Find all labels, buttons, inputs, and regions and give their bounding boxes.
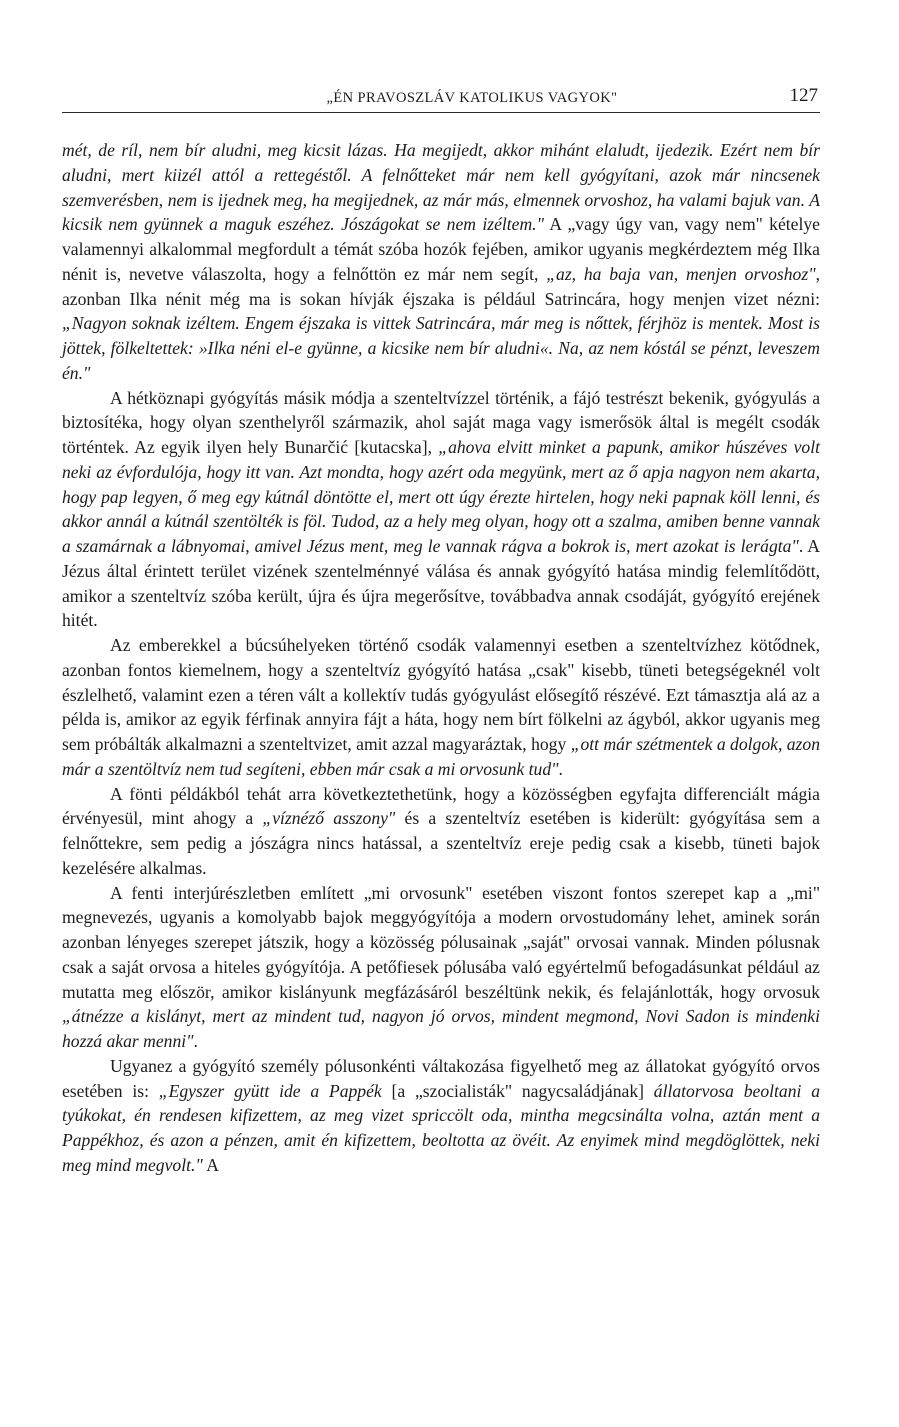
italic-quote-text: „átnézze a kislányt, mert az mindent tud, nagyon jó orvos, mindent megmond, Novi Sadon is mindenki hozzá akar menni" [62,1006,820,1051]
italic-quote-text: „ott már szétmentek a dolgok, azon már a szentöltvíz nem tud segíteni, ebben már csak a mi orvosunk tud" [62,734,820,779]
body-text-run: , azonban Ilka nénit még ma is sokan hívják éjszaka is például Satrincára, hogy menjen vizet nézni: [62,263,820,309]
body-text-run: [a „szocialisták" nagycsaládjának] [381,1080,654,1101]
body-text-run: A hétköznapi gyógyítás másik módja a szenteltvízzel történik, a fájó testrészt bekenik, gyógyulás a biztosítéka, hogy olyan szenthelyről származik, ahol saját maga vagy ismerősök által is megélt csodák történtek. Az egyik ilyen hely Bunarčić [kutacska], [62,387,820,457]
italic-quote-text: „az, ha baja van, menjen orvoshoz" [546,263,816,284]
italic-quote-text: „Nagyon soknak izéltem. Engem éjszaka is vittek Satrincára, már meg is nőttek, férjhöz is mentek. Most is jöttek, fölkeltettek: »Ilka néni el-e gyünne, a kicsike nem bír aludni«. Na, az nem kóstál se pénzt, leveszem én." [62,313,820,383]
body-text-run: Az emberekkel a búcsúhelyeken történő csodák valamennyi esetben a szenteltvízhez kötődnek, azonban fontos kiemelnem, hogy a szenteltvíz gyógyító hatása „csak" kisebb, tüneti betegségeknél volt észlelhető, valamint ezen a téren vált a kollektív tudás gyógyulást elősegítő részévé. Ezt támasztja alá az a példa is, amikor az egyik férfinak annyira fájt a háta, hogy nem bírt fölkelni az ágyból, akkor ugyanis meg sem próbálták alkalmazni a szenteltvizet, amit azzal magyaráztak, hogy [62,635,820,754]
body-text-run: A fenti interjúrészletben említett „mi orvosunk" esetében viszont fontos szerepet kap a „mi" megnevezés, ugyanis a komolyabb bajok meggyógyítója a modern orvostudomány lehet, aminek során azonban lényeges szerepet játszik, hogy a közösség pólusainak „saját" orvosai vannak. Minden pólusnak csak a saját orvosa a hiteles gyógyítója. A petőfiesek pólusába való egyértelmű befogadásunkat például az mutatta meg először, amikor kislányunk megfázásáról beszéltünk nekik, és felajánlották, hogy orvosuk [62,882,820,1002]
italic-quote-text: állatorvosa beoltani a tyúkokat, én rendesen kifizettem, az meg vizet spriccölt oda, mintha megcsinálta volna, aztán ment a Pappékhoz, és azon a pénzen, amit én kifizettem, beoltotta az övéit. Az enyimek mind megdöglöttek, neki meg mind megvolt." [62,1080,820,1175]
body-text-run: A [202,1154,219,1175]
body-text [62,138,820,1178]
body-text-run: és a szenteltvíz esetében is kiderült: gyógyítása sem a felnőttekre, sem pedig a jószágra nincs hatással, a szenteltvíz ereje pedig csak a kisebb, tüneti bajok kezelésére alkalmas. [62,808,820,878]
body-text-run: . [193,1031,198,1051]
body-text-run: A fönti példákból tehát arra következtethetünk, hogy a közösségben egyfajta differenciált mágia érvényesül, mint ahogy a [62,783,820,829]
italic-quote-text: „víznéző asszony" [262,808,396,829]
paragraph [62,1054,820,1178]
running-header [62,84,820,113]
body-text-run: Ugyanez a gyógyító személy pólusonkénti váltakozása figyelhető meg az állatokat gyógyító orvos esetében is: [62,1055,820,1101]
italic-quote-text: „ahova elvitt minket a papunk, amikor húszéves volt neki az évfordulója, hogy itt van. Azt mondta, hogy azért oda megyünk, mert az ő apja nagyon nem akarta, hogy pap legyen, ő meg egy kútnál döntötte el, mert ott úgy érezte hirtelen, hogy neki papnak köll lenni, és akkor annál a kútnál szentölték is föl. Tudod, az a hely meg olyan, hogy ott a szalma, amiben benne vannak a szamárnak a lábnyomai, amivel Jézus ment, meg le vannak rágva a bokrok is, mert azokat is lerágta" [62,437,820,556]
body-text-run: . [558,758,563,779]
body-text-run: . A Jézus által érintett terület vizének szentelménnyé válása és annak gyógyító hatása mindig felemlítődött, amikor a szenteltvíz szóba került, újra és újra megerősítve, továbbadva annak csodáját, gyógyító erejének hitét. [62,536,820,631]
italic-quote-text: mét, de ríl, nem bír aludni, meg kicsit lázas. Ha megijedt, akkor mihánt elaludt, ijedezik. Ezért nem bír aludni, mert kiizél attól a rettegéstől. A felnőtteket már nem kell gyógyítani, azok már nincsenek szemverésben, nem is ijednek meg, ha megijednek, az már más, elmennek orvoshoz, ha valami bajuk van. A kicsik nem gyünnek a maguk eszéhez. Jószágokat se nem izéltem." [62,140,820,235]
running-title: „ÉN PRAVOSZLÁV KATOLIKUS VAGYOK" [326,90,618,106]
italic-quote-text: „Egyszer gyütt ide a Pappék [158,1080,382,1101]
paragraph [62,782,820,881]
paragraph [62,138,820,386]
page-number: 127 [789,85,818,106]
body-text-run: A „vagy úgy van, vagy nem" kételye valamennyi alkalommal megfordult a témát szóba hozók fejében, amikor ugyanis megkérdeztem még Ilka nénit is, nevetve válaszolta, hogy a felnőttön ez már nem segít, [62,214,820,284]
paragraph [62,633,820,782]
paragraph [62,386,820,634]
paragraph [62,881,820,1054]
